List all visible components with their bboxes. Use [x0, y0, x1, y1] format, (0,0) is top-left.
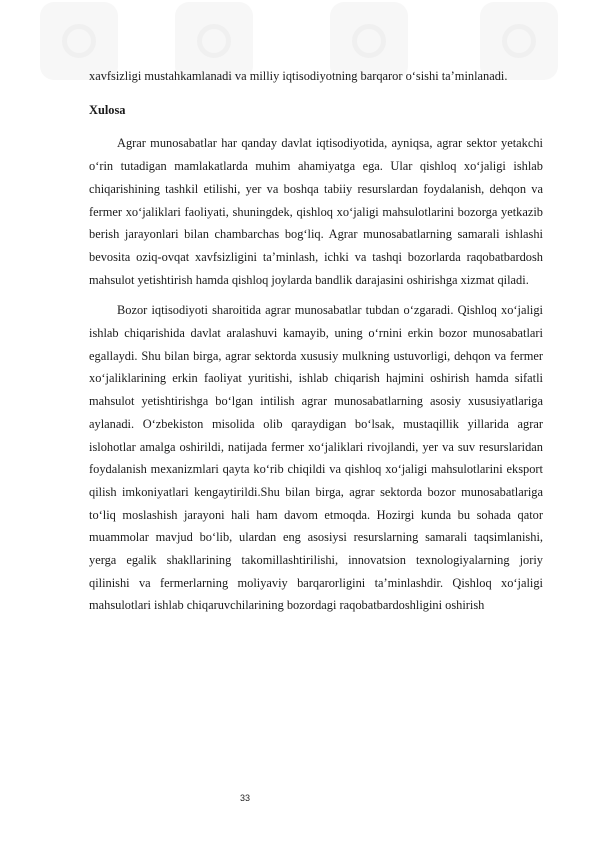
page-body [89, 65, 543, 617]
page-number: 33 [239, 793, 250, 803]
paragraph: Agrar munosabatlar har qanday davlat iqtisodiyotida, ayniqsa, agrar sektor yetakchi oʻrin tutadigan mamlakatlarda muhim ahamiyatga ega. Ular qishloq xoʻjaligi ishlab chiqarishining tashkil etilishi, yer va boshqa tabiiy resurslardan foydalanish, dehqon va fermer xoʻjaliklari faoliyati, shuningdek, qishloq xoʻjaligi mahsulotlarini bozorga yetkazib berish jarayonlari bilan chambarchas bogʻliq. Agrar munosabatlarning samarali ishlashi bevosita oziq-ovqat xavfsizligini taʼminlash, ichki va tashqi bozorlarda raqobatbardosh mahsulot yetishtirish hamda qishloq joylarda bandlik darajasini oshirishga xizmat qiladi. [89, 136, 543, 287]
section-heading: Xulosa [89, 102, 126, 117]
continued-paragraph: xavfsizligi mustahkamlanadi va milliy iqtisodiyotning barqaror oʻsishi taʼminlanadi. [89, 69, 508, 83]
paragraph: Bozor iqtisodiyoti sharoitida agrar munosabatlar tubdan oʻzgaradi. Qishloq xoʻjaligi ishlab chiqarishida davlat aralashuvi kamayib, uning oʻrnini erkin bozor munosabatlari egallaydi. Shu bilan birga, agrar sektorda xususiy mulkning ustuvorligi, dehqon va fermer xoʻjaliklarining erkin faoliyat yuritishi, ishlab chiqarish hajmini oshirish hamda sifatli mahsulot yetishtirishga boʻlgan intilish agrar munosabatlarning asosiy xususiyatlariga aylanadi. Oʻzbekiston misolida olib qaraydigan boʻlsak, mustaqillik yillarida agrar islohotlar amalga oshirildi, natijada fermer xoʻjaliklari rivojlandi, yer va suv resurslaridan foydalanish mexanizmlari qayta koʻrib chiqildi va qishloq xoʻjaligi mahsulotlarini eksport qilish imkoniyatlari kengaytirildi.Shu bilan birga, agrar sektorda bozor munosabatlariga toʻliq moslashish jarayoni hali ham davom etmoqda. Hozirgi kunda bu sohada qator muammolar mavjud boʻlib, ulardan eng asosiysi resurslarning samarali taqsimlanishi, yerga egalik shakllarining takomillashtirilishi, innovatsion texnologiyalarning joriy qilinishi va fermerlarning moliyaviy barqarorligini taʼminlashdir. Qishloq xoʻjaligi mahsulotlari ishlab chiqaruvchilarining bozordagi raqobatbardoshligini oshirish [89, 303, 543, 613]
